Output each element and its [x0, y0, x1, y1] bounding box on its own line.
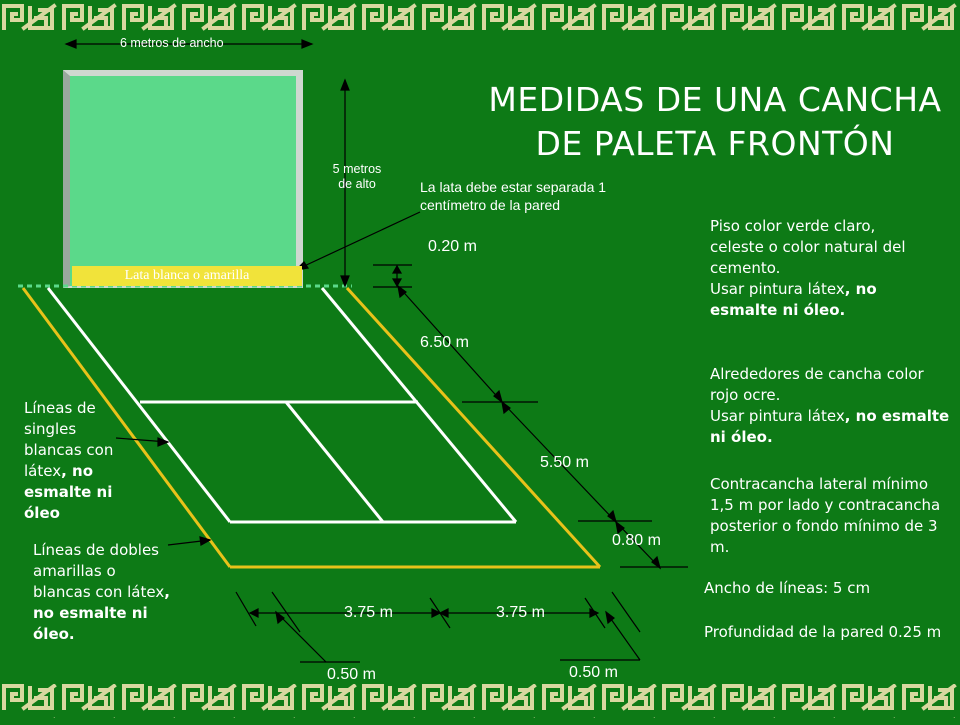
measure-side-margin-left: 0.50 m — [327, 666, 376, 683]
title-line-2: DE PALETA FRONTÓN — [535, 124, 895, 163]
floor-note-line — [710, 279, 950, 300]
line-width-note: Ancho de líneas: 5 cm — [704, 579, 871, 597]
singles-note-line: blancas con — [24, 441, 114, 459]
measure-half-width-left: 3.75 m — [344, 604, 393, 621]
floor-note-bold: , no — [844, 280, 877, 298]
page-title — [470, 78, 960, 166]
wall-height-line-2: de alto — [338, 177, 376, 191]
measure-rear-margin: 0.80 m — [612, 532, 661, 549]
back-court-note — [710, 474, 955, 558]
singles-note-text: látex — [24, 462, 62, 480]
floor-note-line: Piso color verde claro, — [710, 217, 876, 235]
lata-note-line-2: centímetro de la pared — [420, 197, 561, 213]
lata-note — [420, 178, 606, 214]
floor-note-line: esmalte ni óleo. — [710, 301, 846, 319]
doubles-note-line: óleo. — [33, 625, 75, 643]
floor-note — [710, 216, 950, 321]
back-court-note-line: m. — [710, 538, 730, 556]
doubles-right-line — [347, 288, 600, 567]
doubles-note-line: no esmalte ni — [33, 604, 148, 622]
lata-label: Lata blanca o amarilla — [72, 266, 302, 286]
title-line-1: MEDIDAS DE UNA CANCHA — [488, 80, 942, 119]
singles-note-line: singles — [24, 420, 77, 438]
singles-note-bold: , no — [61, 462, 93, 480]
doubles-note-line: amarillas o — [33, 562, 116, 580]
singles-right-line — [322, 288, 516, 522]
back-court-note-line: posterior o fondo mínimo de 3 — [710, 517, 938, 535]
measure-side-margin-right: 0.50 m — [569, 664, 618, 681]
singles-note-line: esmalte ni — [24, 483, 113, 501]
measure-half-width-right: 3.75 m — [496, 604, 545, 621]
doubles-note-text: blancas con látex — [33, 583, 165, 601]
surround-note-line: ni óleo. — [710, 428, 773, 446]
wall-height-label — [322, 162, 392, 192]
measure-back-section: 5.50 m — [540, 454, 589, 471]
doubles-note-line — [33, 582, 183, 603]
wall-width-label: 6 metros de ancho — [120, 36, 224, 50]
doubles-note-line: Líneas de dobles — [33, 541, 159, 559]
singles-note-line: óleo — [24, 504, 60, 522]
singles-note-line — [24, 461, 134, 482]
measure-front-section: 6.50 m — [420, 334, 469, 351]
surround-note-text: Usar pintura látex — [710, 407, 845, 425]
surround-note-line: rojo ocre. — [710, 386, 781, 404]
back-court-note-line: 1,5 m por lado y contracancha — [710, 496, 941, 514]
doubles-lines-note — [33, 540, 183, 645]
singles-note-line: Líneas de — [24, 399, 96, 417]
surround-note-line — [710, 406, 955, 427]
surround-note-bold: , no esmalte — [844, 407, 950, 425]
doubles-note-bold: , — [164, 583, 170, 601]
lata-note-line-1: La lata debe estar separada 1 — [420, 179, 607, 195]
floor-note-line: cemento. — [710, 259, 781, 277]
back-court-note-line: Contracancha lateral mínimo — [710, 475, 929, 493]
singles-lines-note — [24, 398, 134, 524]
wall-depth-note: Profundidad de la pared 0.25 m — [704, 623, 942, 641]
floor-note-line: celeste o color natural del — [710, 238, 906, 256]
surround-note — [710, 364, 955, 448]
wall-height-line-1: 5 metros — [332, 162, 382, 176]
surround-note-line: Alrededores de cancha color — [710, 365, 924, 383]
wall-face — [70, 76, 296, 286]
wall-side — [63, 70, 70, 288]
center-line — [286, 402, 383, 522]
floor-note-text: Usar pintura látex — [710, 280, 845, 298]
measure-lata-height: 0.20 m — [428, 238, 477, 255]
